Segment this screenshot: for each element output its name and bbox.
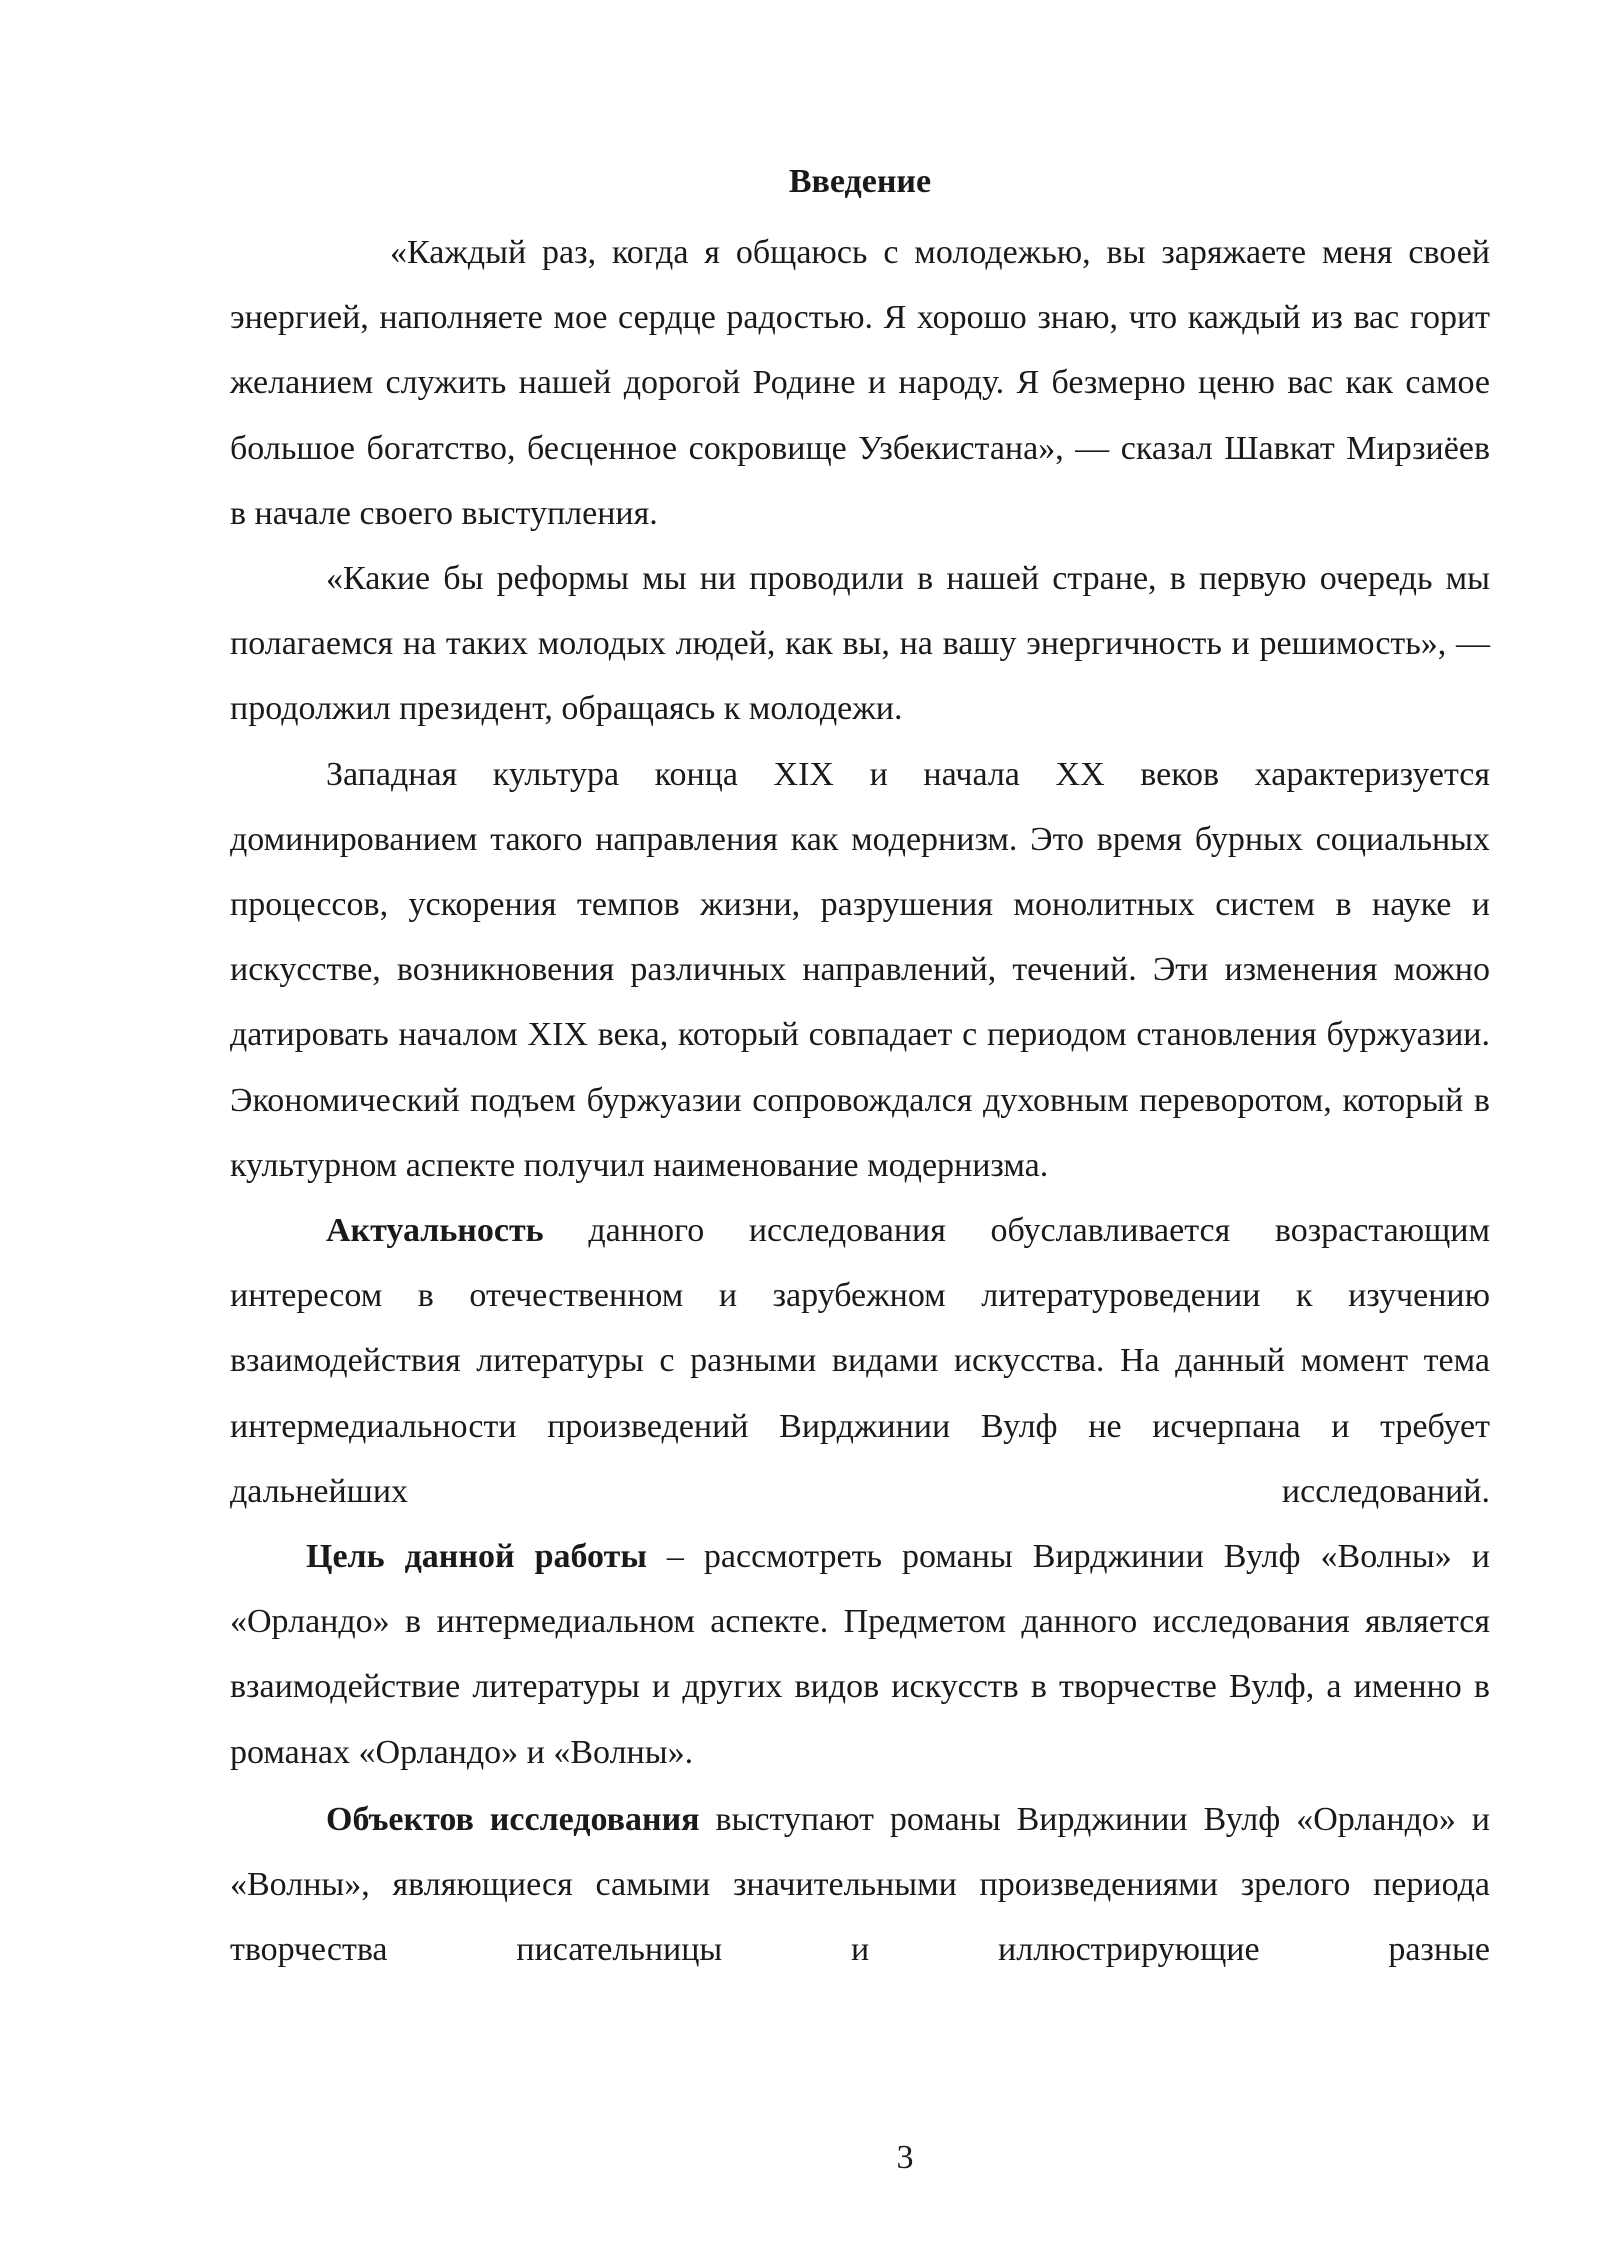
paragraph-goal xyxy=(230,1524,1490,1785)
objects-heading: Объектов исследования xyxy=(326,1800,700,1838)
goal-text: – рассмотреть романы Вирджинии Вулф «Волны» и «Орландо» в интермедиальном аспекте. Предметом данного исследования является взаимодействие литературы и других видов искусств в творчестве Вулф, а именно в романах «Орландо» и «Волны». xyxy=(230,1538,1490,1771)
goal-heading: Цель данной работы xyxy=(306,1538,647,1576)
relevance-text: данного исследования обуславливается возрастающим интересом в отечественном и зарубежном литературоведении к изучению взаимодействия литературы с разными видами искусства. На данный момент тема интермедиальности произведений Вирджинии Вулф не исчерпана и требует дальнейших исследований. xyxy=(230,1212,1490,1510)
section-title: Введение xyxy=(788,163,932,200)
paragraph-modernism: Западная культура конца XIX и начала XX веков характеризуется доминированием такого направления как модернизм. Это время бурных социальных процессов, ускорения темпов жизни, разрушения монолитных систем в науке и искусстве, возникновения различных направлений, течений. Эти изменения можно датировать началом XIX века, который совпадает с периодом становления буржуазии. Экономический подъем буржуазии сопровождался духовным переворотом, который в культурном аспекте получил наименование модернизма. xyxy=(230,755,1490,1184)
paragraph-objects xyxy=(230,1785,1490,1983)
page-number: 3 xyxy=(896,2139,914,2176)
objects-text: выступают романы Вирджинии Вулф «Орландо» и «Волны», являющиеся самыми значительными произведениями зрелого периода творчества писательницы и иллюстрирующие разные xyxy=(230,1800,1490,1969)
document-body xyxy=(230,220,1490,1982)
relevance-heading: Актуальность xyxy=(326,1212,544,1250)
paragraph-quote-1: «Каждый раз, когда я общаюсь с молодежью, вы заряжаете меня своей энергией, наполняете мое сердце радостью. Я хорошо знаю, что каждый из вас горит желанием служить нашей дорогой Родине и народу. Я безмерно ценю вас как самое большое богатство, бесценное сокровище Узбекистана», — сказал Шавкат Мирзиёев в начале своего выступления. xyxy=(230,234,1490,532)
paragraph-quote-2: «Какие бы реформы мы ни проводили в нашей стране, в первую очередь мы полагаемся на таких молодых людей, как вы, на вашу энергичность и решимость», — продолжил президент, обращаясь к молодежи. xyxy=(230,560,1490,728)
paragraph-relevance xyxy=(230,1198,1490,1524)
